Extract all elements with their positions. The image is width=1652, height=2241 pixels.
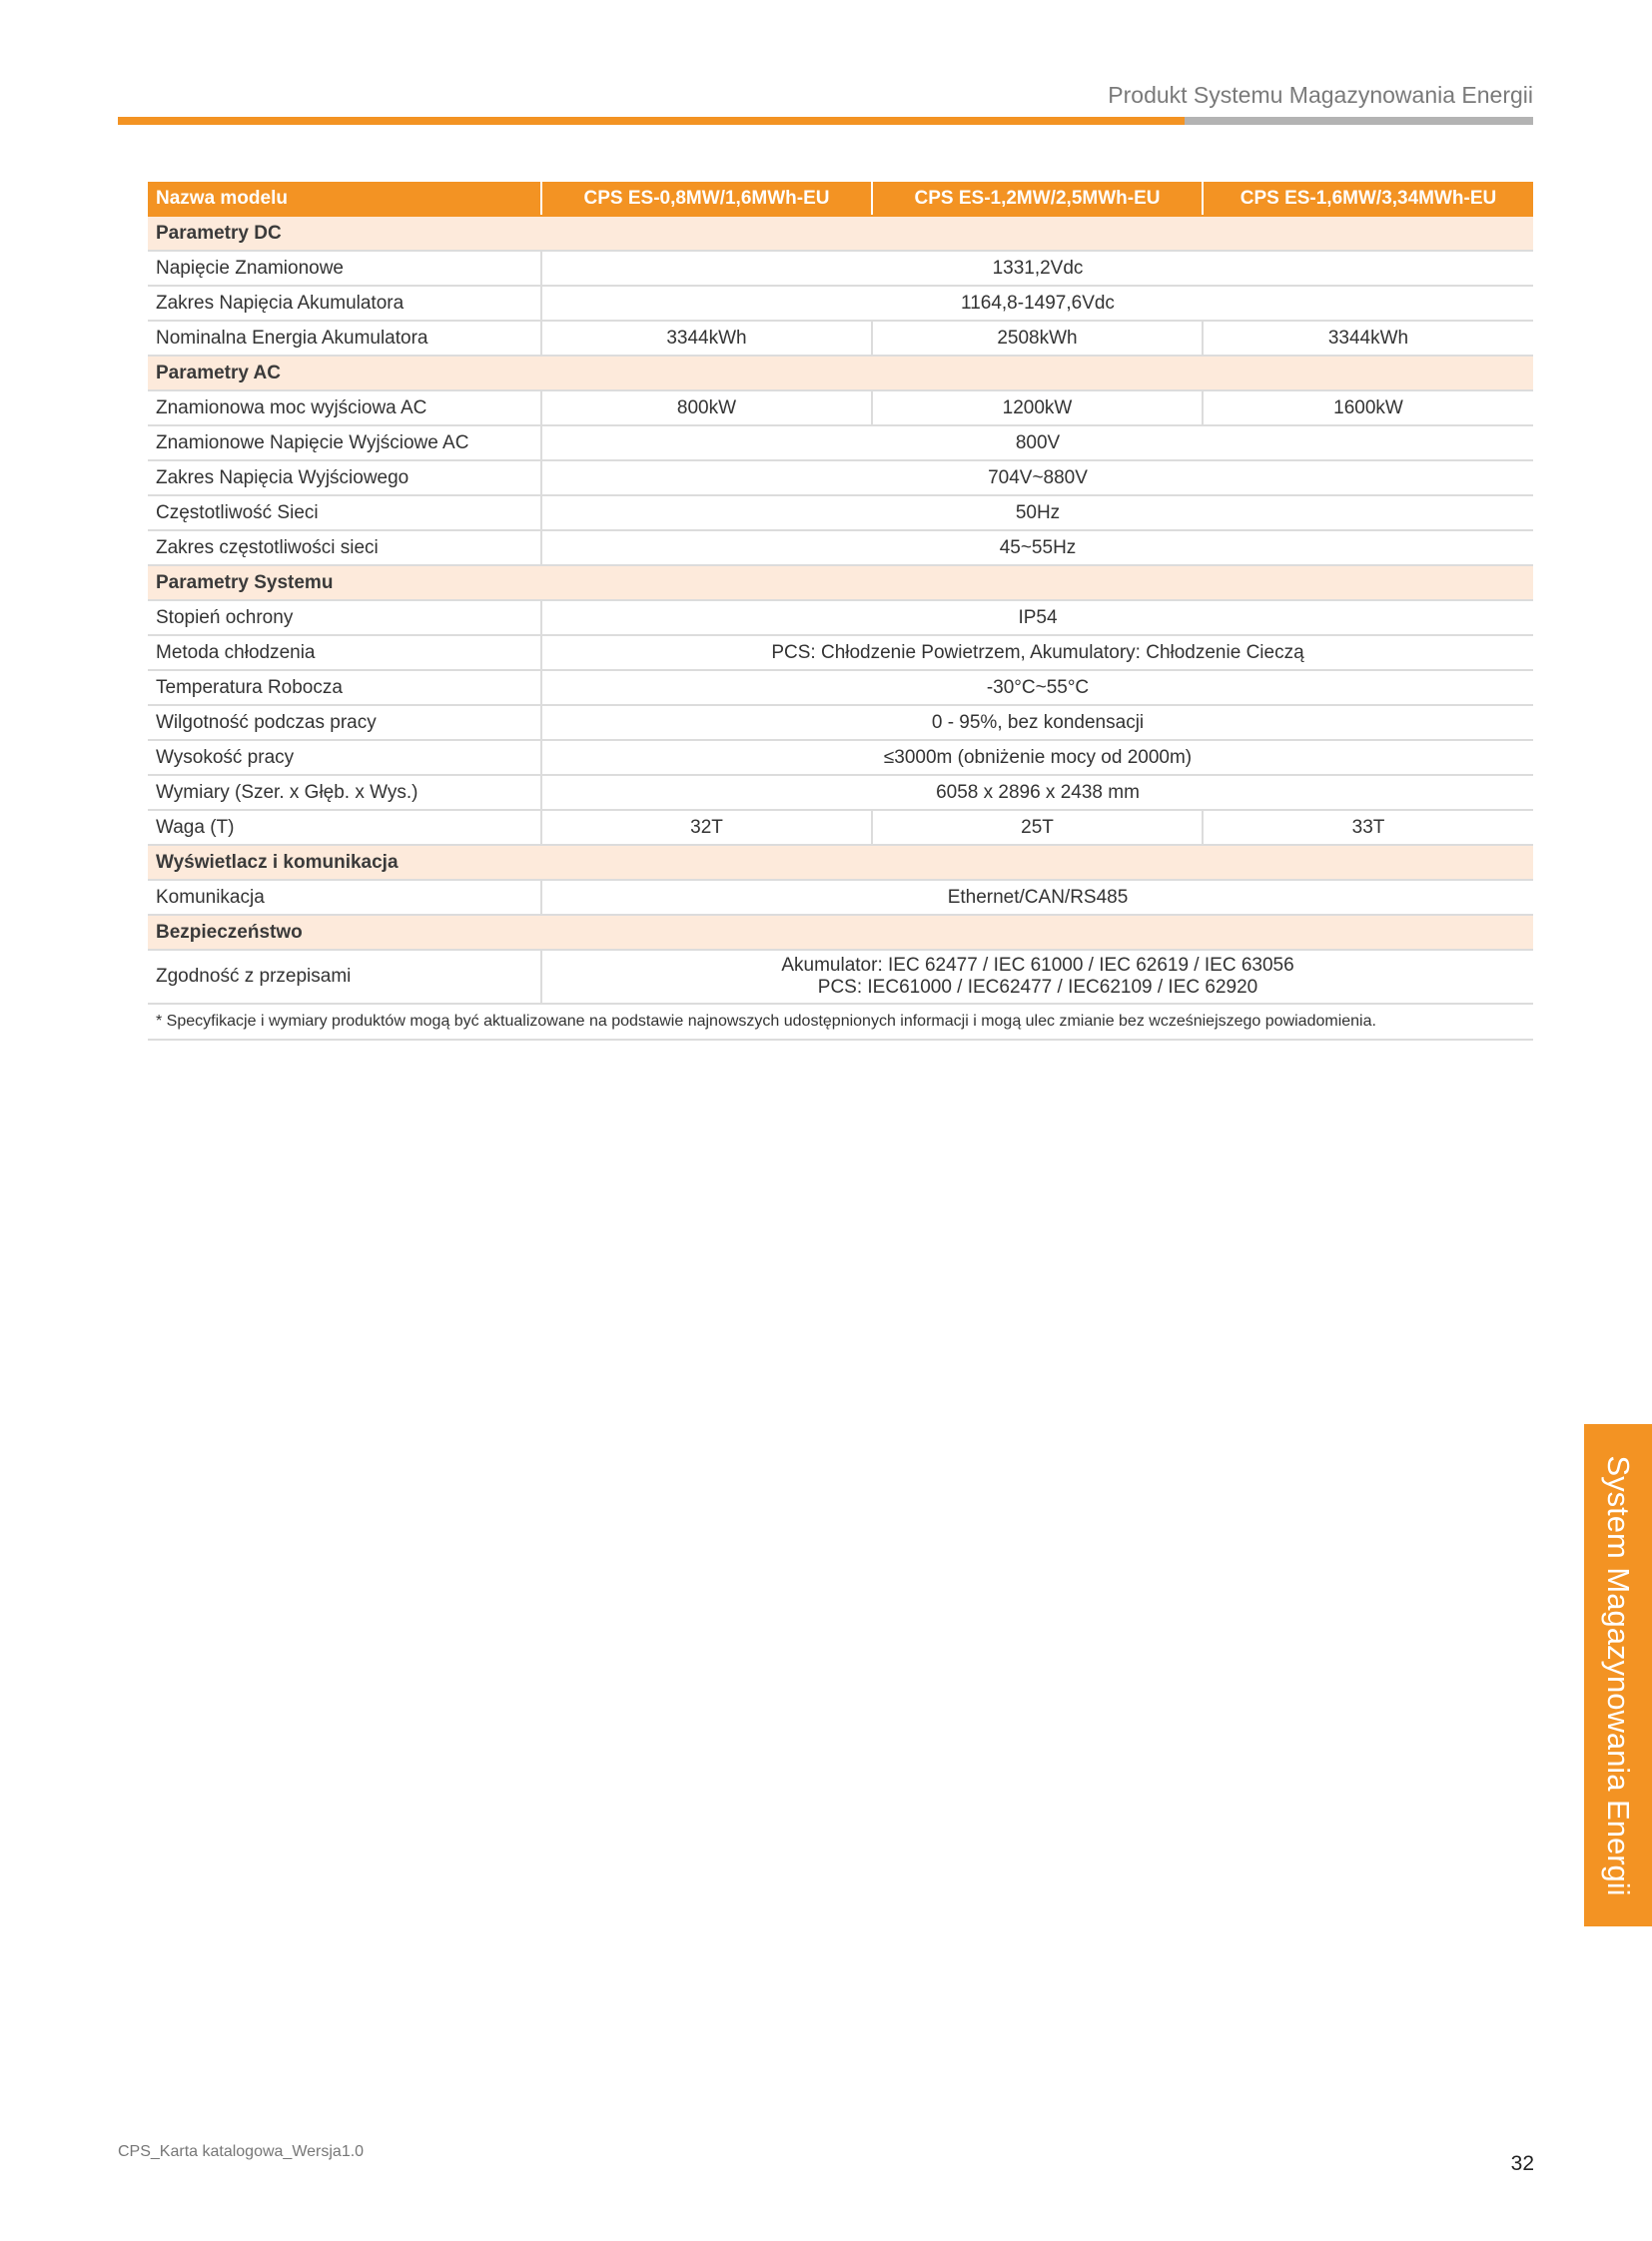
section-row-display <box>148 845 1533 880</box>
row-value: 25T <box>872 810 1203 845</box>
row-label: Zgodność z przepisami <box>148 950 541 1004</box>
note-row <box>148 1004 1533 1040</box>
row-value: 800V <box>541 425 1533 460</box>
table-row <box>148 251 1533 286</box>
table-row <box>148 495 1533 530</box>
row-label: Nominalna Energia Akumulatora <box>148 321 541 356</box>
row-label: Stopień ochrony <box>148 600 541 635</box>
row-value: 800kW <box>541 390 872 425</box>
table-row <box>148 286 1533 321</box>
section-title: Bezpieczeństwo <box>148 915 1533 950</box>
header-rule-orange <box>118 117 1185 125</box>
page-number: 32 <box>1510 2152 1534 2175</box>
row-value: 704V~880V <box>541 460 1533 495</box>
table-row <box>148 460 1533 495</box>
section-title: Parametry Systemu <box>148 565 1533 600</box>
row-value: PCS: Chłodzenie Powietrzem, Akumulatory: Chłodzenie Cieczą <box>541 635 1533 670</box>
row-value: 50Hz <box>541 495 1533 530</box>
row-value: 45~55Hz <box>541 530 1533 565</box>
row-label: Wysokość pracy <box>148 740 541 775</box>
table-row <box>148 321 1533 356</box>
table-row <box>148 880 1533 915</box>
row-label: Częstotliwość Sieci <box>148 495 541 530</box>
compliance-line-battery: Akumulator: IEC 62477 / IEC 61000 / IEC 62619 / IEC 63056 <box>781 955 1294 976</box>
footer-document-name: CPS_Karta katalogowa_Wersja1.0 <box>118 2143 365 2160</box>
row-value: Ethernet/CAN/RS485 <box>541 880 1533 915</box>
table-row <box>148 670 1533 705</box>
row-value-compliance <box>541 950 1533 1004</box>
row-value: IP54 <box>541 600 1533 635</box>
header-rule-gray <box>1185 117 1533 125</box>
row-value: 0 - 95%, bez kondensacji <box>541 705 1533 740</box>
section-row-ac <box>148 356 1533 390</box>
row-value: 2508kWh <box>872 321 1203 356</box>
row-label: Zakres Napięcia Wyjściowego <box>148 460 541 495</box>
row-value: -30°C~55°C <box>541 670 1533 705</box>
row-value: ≤3000m (obniżenie mocy od 2000m) <box>541 740 1533 775</box>
row-label: Wymiary (Szer. x Głęb. x Wys.) <box>148 775 541 810</box>
row-value: 1600kW <box>1203 390 1533 425</box>
table-row <box>148 425 1533 460</box>
row-label: Znamionowa moc wyjściowa AC <box>148 390 541 425</box>
side-tab-label: System Magazynowania Energii <box>1601 1455 1636 1896</box>
table-row <box>148 950 1533 1004</box>
header-cell-model-2: CPS ES-1,2MW/2,5MWh-EU <box>872 182 1203 216</box>
row-label: Waga (T) <box>148 810 541 845</box>
table-header-row <box>148 182 1533 216</box>
section-title: Wyświetlacz i komunikacja <box>148 845 1533 880</box>
table-row <box>148 775 1533 810</box>
table-row <box>148 530 1533 565</box>
page-header-title: Produkt Systemu Magazynowania Energii <box>1108 82 1533 108</box>
row-label: Zakres częstotliwości sieci <box>148 530 541 565</box>
row-label: Wilgotność podczas pracy <box>148 705 541 740</box>
row-value: 6058 x 2896 x 2438 mm <box>541 775 1533 810</box>
header-cell-model-1: CPS ES-0,8MW/1,6MWh-EU <box>541 182 872 216</box>
row-value: 1331,2Vdc <box>541 251 1533 286</box>
header-cell-model-name: Nazwa modelu <box>148 182 541 216</box>
row-label: Napięcie Znamionowe <box>148 251 541 286</box>
table-row <box>148 390 1533 425</box>
section-row-dc <box>148 216 1533 251</box>
spec-table <box>148 182 1533 1041</box>
section-row-safety <box>148 915 1533 950</box>
table-row <box>148 600 1533 635</box>
row-value: 3344kWh <box>1203 321 1533 356</box>
section-row-system <box>148 565 1533 600</box>
section-title: Parametry DC <box>148 216 1533 251</box>
row-value: 1200kW <box>872 390 1203 425</box>
row-label: Komunikacja <box>148 880 541 915</box>
table-row <box>148 705 1533 740</box>
compliance-line-pcs: PCS: IEC61000 / IEC62477 / IEC62109 / IEC 62920 <box>817 977 1258 998</box>
row-value: 32T <box>541 810 872 845</box>
row-label: Metoda chłodzenia <box>148 635 541 670</box>
row-value: 3344kWh <box>541 321 872 356</box>
row-label: Zakres Napięcia Akumulatora <box>148 286 541 321</box>
section-title: Parametry AC <box>148 356 1533 390</box>
header-cell-model-3: CPS ES-1,6MW/3,34MWh-EU <box>1203 182 1533 216</box>
side-section-tab <box>1584 1424 1652 1926</box>
row-label: Temperatura Robocza <box>148 670 541 705</box>
table-row <box>148 810 1533 845</box>
row-label: Znamionowe Napięcie Wyjściowe AC <box>148 425 541 460</box>
table-row <box>148 740 1533 775</box>
row-value: 1164,8-1497,6Vdc <box>541 286 1533 321</box>
table-footnote: * Specyfikacje i wymiary produktów mogą być aktualizowane na podstawie najnowszych udostępnionych informacji i mogą ulec zmianie bez wcześniejszego powiadomienia. <box>148 1004 1533 1040</box>
row-value: 33T <box>1203 810 1533 845</box>
table-row <box>148 635 1533 670</box>
